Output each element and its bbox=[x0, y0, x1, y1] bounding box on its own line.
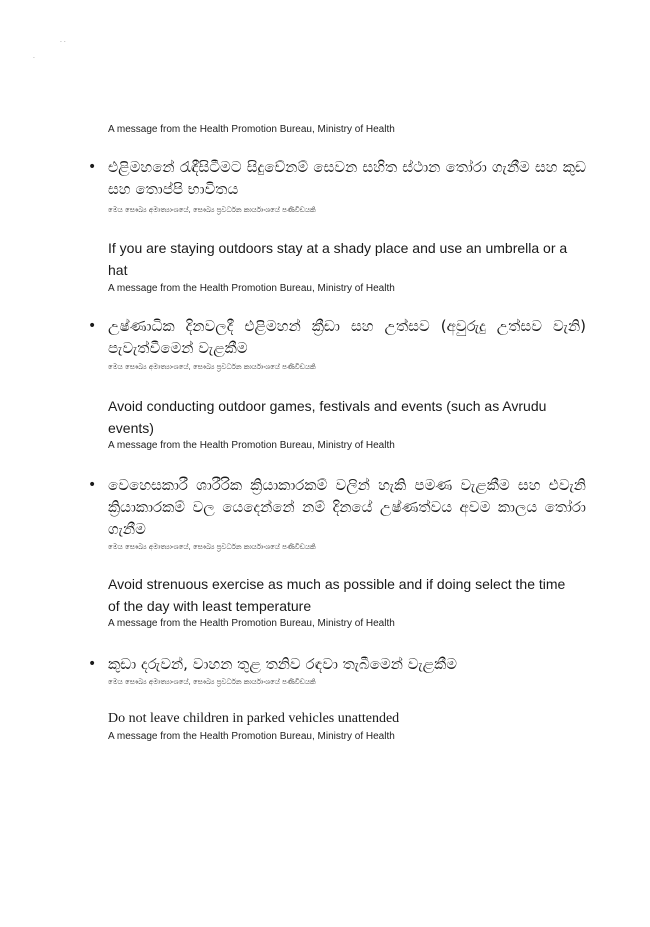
message-line: A message from the Health Promotion Bureau, Ministry of Health bbox=[108, 731, 395, 742]
bullet-icon: • bbox=[88, 159, 97, 175]
scan-speck: · · bbox=[60, 39, 66, 46]
message-line: A message from the Health Promotion Bureau, Ministry of Health bbox=[108, 440, 395, 451]
header-message: A message from the Health Promotion Bureau, Ministry of Health bbox=[108, 124, 395, 135]
bullet-icon: • bbox=[88, 318, 97, 334]
sinhala-note: මෙය සෞඛ්‍ය අමාත්‍යාංශයේ, සෞඛ්‍ය ප්‍රවර්ධන කාර්යාංශයේ පණිවිඩයකි bbox=[108, 206, 316, 214]
message-line: A message from the Health Promotion Bureau, Ministry of Health bbox=[108, 283, 395, 294]
english-text: Avoid strenuous exercise as much as possible and if doing select the time of the day with least temperature bbox=[108, 576, 566, 614]
sinhala-text: උෂ්ණාධික දිනවලදී එළිමහන් ක්‍රීඩා සහ උත්සව (අවුරුදු උත්සව වැනි) පැවැත්වීමෙන් වැළකීම bbox=[108, 317, 586, 357]
sinhala-text: වෙහෙසකාරී ශාරීරික ක්‍රියාකාරකම් වලින් හැකි පමණ වැළකීම සහ එවැනි ක්‍රියාකාරකම් වල යෙදෙන්නේ නම් දිනයේ උෂ්ණත්වය අවම කාලය තෝරා ගැනීම bbox=[108, 476, 586, 538]
bullet-icon: • bbox=[88, 477, 97, 493]
message-line: A message from the Health Promotion Bureau, Ministry of Health bbox=[108, 618, 395, 629]
english-text: If you are staying outdoors stay at a shady place and use an umbrella or a hat bbox=[108, 240, 568, 278]
bullet-icon: • bbox=[88, 656, 97, 672]
sinhala-text: එළිමහනේ රැඳීසිටීමට සිදුවේනම් සෙවන සහිත ස්ථාන තෝරා ගැනීම සහ කුඩ සහ තොප්පි භාවිතය bbox=[108, 158, 586, 198]
sinhala-note: මෙය සෞඛ්‍ය අමාත්‍යාංශයේ, සෞඛ්‍ය ප්‍රවර්ධන කාර්යාංශයේ පණිවිඩයකි bbox=[108, 543, 316, 551]
sinhala-text: කුඩා දරුවන්, වාහන තුළ තනිව රඳවා තැබීමෙන් වැළකීම bbox=[108, 655, 458, 673]
english-text: Avoid conducting outdoor games, festivals and events (such as Avrudu events) bbox=[108, 398, 547, 436]
scan-speck: · bbox=[33, 55, 35, 62]
sinhala-note: මෙය සෞඛ්‍ය අමාත්‍යාංශයේ, සෞඛ්‍ය ප්‍රවර්ධන කාර්යාංශයේ පණිවිඩයකි bbox=[108, 363, 316, 371]
english-text: Do not leave children in parked vehicles unattended bbox=[108, 711, 400, 726]
sinhala-note: මෙය සෞඛ්‍ය අමාත්‍යාංශයේ, සෞඛ්‍ය ප්‍රවර්ධන කාර්යාංශයේ පණිවිඩයකි bbox=[108, 678, 316, 686]
